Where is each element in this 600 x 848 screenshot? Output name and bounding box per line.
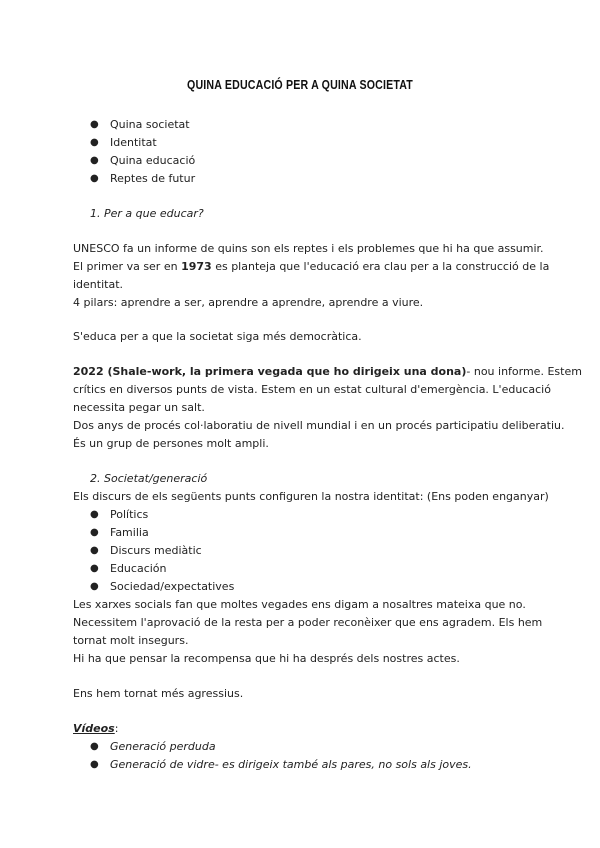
list-item: Sociedad/expectatives xyxy=(110,580,235,593)
bullet-icon: ● xyxy=(90,741,99,752)
text: : xyxy=(114,722,119,735)
bullet-icon: ● xyxy=(90,155,99,166)
text: es planteja que l'educació era clau per a la construcció de la xyxy=(211,260,550,273)
text: - nou informe. Estem xyxy=(466,365,582,378)
list-item: Quina societat xyxy=(110,118,190,131)
bullet-icon: ● xyxy=(90,581,99,592)
bullet-icon: ● xyxy=(90,137,99,148)
bullet-icon: ● xyxy=(90,759,99,770)
list-item: Generació perduda xyxy=(110,740,216,753)
videos-label: Vídeos xyxy=(73,722,115,735)
paragraph: 4 pilars: aprendre a ser, aprendre a aprendre, aprendre a viure. xyxy=(73,296,424,309)
bullet-icon: ● xyxy=(90,545,99,556)
list-item: Polítics xyxy=(110,508,149,521)
page-title: QUINA EDUCACIÓ PER A QUINA SOCIETAT xyxy=(187,78,413,92)
year-highlight: 1973 xyxy=(181,260,212,273)
list-item: Discurs mediàtic xyxy=(110,544,202,557)
list-item: Quina educació xyxy=(110,154,196,167)
bullet-icon: ● xyxy=(90,563,99,574)
paragraph: Dos anys de procés col·laboratiu de nivell mundial i en un procés participatiu deliberatiu. xyxy=(73,419,565,432)
list-item: Reptes de futur xyxy=(110,172,196,185)
bullet-icon: ● xyxy=(90,119,99,130)
list-item: Generació de vidre- es dirigeix també als pares, no sols als joves. xyxy=(110,758,472,771)
list-item: Educación xyxy=(110,562,167,575)
bullet-icon: ● xyxy=(90,173,99,184)
videos-heading xyxy=(73,722,118,736)
paragraph: Les xarxes socials fan que moltes vegades ens digam a nosaltres mateixa que no. xyxy=(73,598,526,611)
paragraph: Els discurs de els següents punts configuren la nostra identitat: (Ens poden enganyar) xyxy=(73,490,549,503)
paragraph-continuation: identitat. xyxy=(73,278,124,291)
paragraph: S'educa per a que la societat siga més democràtica. xyxy=(73,330,362,343)
paragraph: Necessitem l'aprovació de la resta per a poder reconèixer que ens agradem. Els hem xyxy=(73,616,543,629)
paragraph xyxy=(73,365,582,379)
bullet-icon: ● xyxy=(90,509,99,520)
section-heading: 1. Per a que educar? xyxy=(90,207,204,220)
text: El primer va ser en xyxy=(73,260,182,273)
paragraph-continuation: tornat molt insegurs. xyxy=(73,634,189,647)
paragraph-continuation: crítics en diversos punts de vista. Estem en un estat cultural d'emergència. L'educació xyxy=(73,383,551,396)
bullet-icon: ● xyxy=(90,527,99,538)
paragraph xyxy=(73,260,549,274)
list-item: Identitat xyxy=(110,136,157,149)
section-heading: 2. Societat/generació xyxy=(90,472,208,485)
list-item: Familia xyxy=(110,526,149,539)
paragraph: UNESCO fa un informe de quins son els reptes i els problemes que hi ha que assumir. xyxy=(73,242,544,255)
paragraph-continuation: És un grup de persones molt ampli. xyxy=(73,437,269,450)
paragraph-continuation: necessita pegar un salt. xyxy=(73,401,205,414)
paragraph: Ens hem tornat més agressius. xyxy=(73,687,244,700)
bold-text: 2022 (Shale-work, la primera vegada que ho dirigeix una dona) xyxy=(73,365,467,378)
paragraph: Hi ha que pensar la recompensa que hi ha després dels nostres actes. xyxy=(73,652,460,665)
